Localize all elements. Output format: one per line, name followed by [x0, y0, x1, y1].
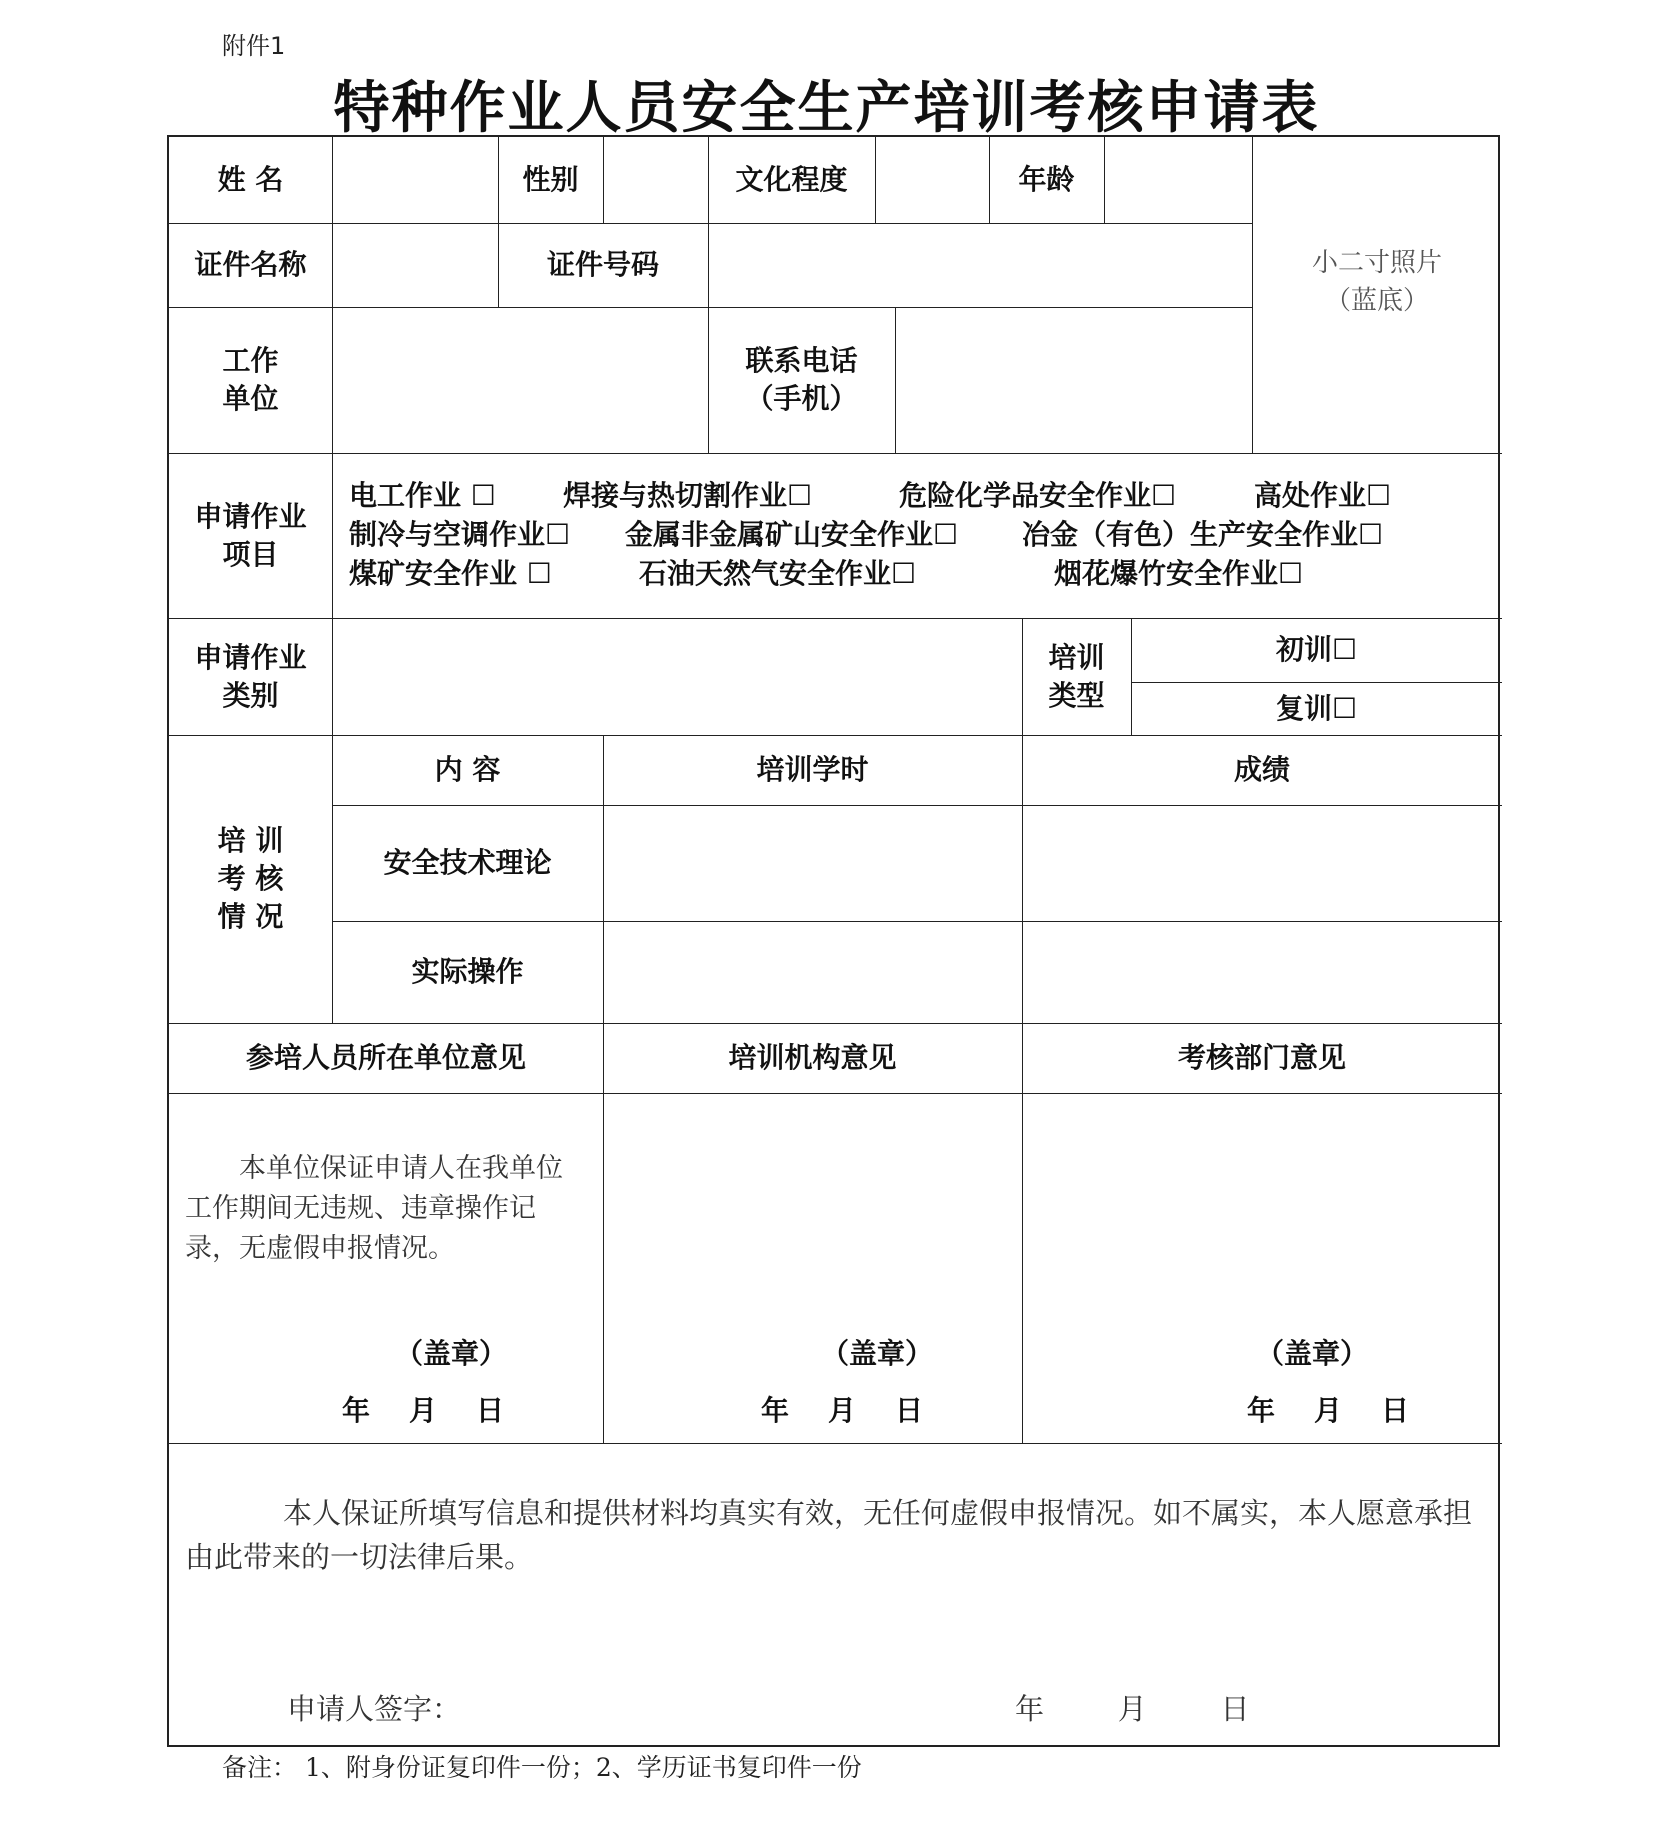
remarks-note: 备注： 1、附身份证复印件一份；2、学历证书复印件一份 — [222, 1753, 862, 1782]
checkbox-initial-training[interactable]: 初训☐ — [1275, 633, 1358, 666]
unit-statement: 本单位保证申请人在我单位工作期间无违规、违章操作记录，无虚假申报情况。 — [185, 1153, 563, 1264]
dept-opinion-header: 考核部门意见 — [1177, 1041, 1346, 1074]
form-title: 特种作业人员安全生产培训考核申请表 — [333, 76, 1320, 141]
operation-category-input[interactable] — [332, 618, 1022, 735]
row-safety-theory: 安全技术理论 — [383, 846, 552, 879]
theory-hours-input[interactable] — [603, 805, 1022, 921]
checkbox-mining[interactable]: 金属非金属矿山安全作业☐ — [625, 518, 959, 551]
row-line — [169, 1443, 1502, 1444]
theory-score-input[interactable] — [1022, 805, 1502, 921]
declaration-text: 本人保证所填写信息和提供材料均真实有效，无任何虚假申报情况。如不属实，本人愿意承担由此带来的一切法律后果。 — [185, 1496, 1473, 1574]
col-header-score: 成绩 — [1233, 753, 1290, 786]
operation-items-label: 申请作业 项目 — [194, 499, 307, 571]
cert-name-label: 证件名称 — [194, 248, 307, 281]
education-label: 文化程度 — [735, 163, 848, 196]
age-label: 年龄 — [1018, 163, 1075, 196]
checkbox-retraining[interactable]: 复训☐ — [1275, 691, 1358, 725]
education-input[interactable] — [875, 137, 989, 223]
unit-seal: （盖章） — [395, 1337, 508, 1370]
phone-input[interactable] — [895, 307, 1252, 453]
training-assessment-label: 培 训 考 核 情 况 — [217, 824, 284, 933]
row-line — [169, 453, 1502, 454]
name-label: 姓 名 — [217, 163, 284, 196]
checkbox-metallurgy[interactable]: 冶金（有色）生产安全作业☐ — [1022, 518, 1384, 551]
org-seal: （盖章） — [821, 1337, 934, 1370]
practice-score-input[interactable] — [1022, 921, 1502, 1023]
row-line — [169, 1093, 1502, 1094]
signature-label: 申请人签字： — [287, 1692, 462, 1726]
checkbox-electrical[interactable]: 电工作业 ☐ — [349, 479, 496, 512]
cert-number-label: 证件号码 — [546, 248, 659, 281]
unit-opinion-header: 参培人员所在单位意见 — [245, 1041, 526, 1074]
org-date: 年 月 日 — [761, 1394, 923, 1427]
work-unit-input[interactable] — [332, 307, 708, 453]
checkbox-welding[interactable]: 焊接与热切割作业☐ — [563, 479, 813, 512]
gender-input[interactable] — [603, 137, 708, 223]
practice-hours-input[interactable] — [603, 921, 1022, 1023]
gender-label: 性别 — [522, 163, 579, 196]
col-header-hours: 培训学时 — [756, 753, 869, 786]
name-input[interactable] — [332, 137, 498, 223]
row-practical-operation: 实际操作 — [411, 955, 524, 988]
attachment-label: 附件1 — [222, 32, 286, 60]
dept-date: 年 月 日 — [1247, 1394, 1409, 1427]
checkbox-height-work[interactable]: 高处作业☐ — [1254, 479, 1392, 512]
checkbox-coal-mine[interactable]: 煤矿安全作业 ☐ — [349, 557, 552, 590]
application-form-table — [167, 135, 1500, 1747]
checkbox-refrigeration[interactable]: 制冷与空调作业☐ — [349, 518, 571, 551]
declaration-date: 年 月 日 — [1015, 1692, 1250, 1726]
photo-placeholder[interactable]: 小二寸照片 （蓝底） — [1311, 248, 1442, 316]
operation-category-label: 申请作业 类别 — [194, 640, 307, 712]
checkbox-oil-gas[interactable]: 石油天然气安全作业☐ — [639, 557, 917, 590]
unit-date: 年 月 日 — [342, 1394, 504, 1427]
cert-name-input[interactable] — [332, 223, 498, 307]
checkbox-hazardous-chemicals[interactable]: 危险化学品安全作业☐ — [899, 479, 1177, 512]
cert-number-input[interactable] — [708, 223, 1252, 307]
work-unit-label: 工作 单位 — [222, 344, 279, 415]
checkbox-fireworks[interactable]: 烟花爆竹安全作业☐ — [1054, 557, 1304, 590]
training-type-label: 培训 类型 — [1048, 640, 1105, 712]
org-opinion-header: 培训机构意见 — [728, 1041, 897, 1074]
phone-label: 联系电话 （手机） — [745, 344, 858, 415]
col-header-content: 内 容 — [434, 753, 501, 786]
age-input[interactable] — [1104, 137, 1252, 223]
dept-seal: （盖章） — [1256, 1337, 1369, 1370]
